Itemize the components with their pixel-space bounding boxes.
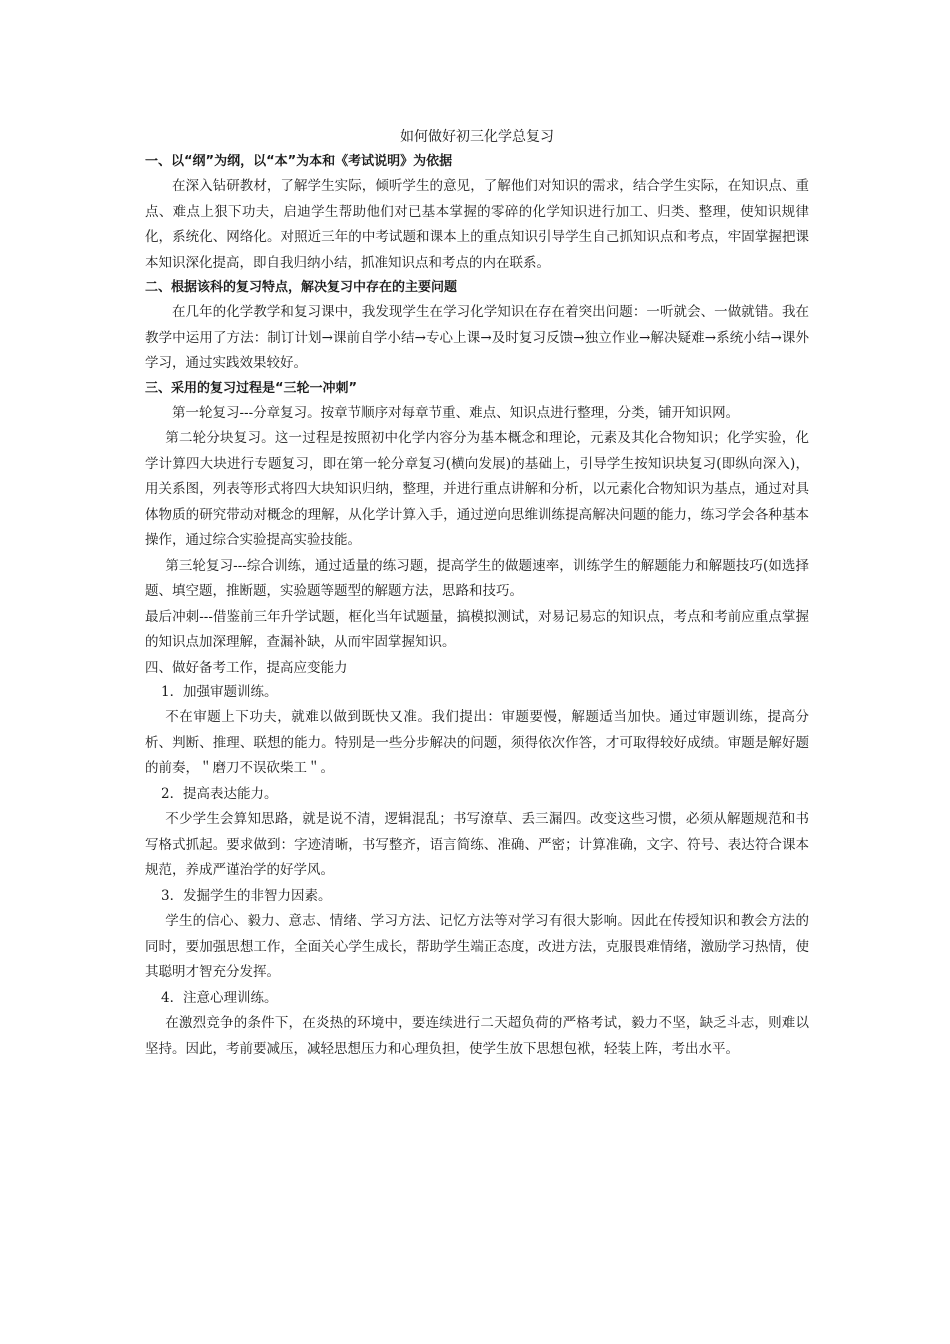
section-2-paragraph: 在几年的化学教学和复习课中，我发现学生在学习化学知识在存在着突出问题：一听就会、一做就错。我在教学中运用了方法：制订计划→课前自学小结→专心上课→及时复习反馈→独立作业→解决疑难→系统小结→课外学习，通过实践效果较好。 (145, 304, 809, 371)
section-3-heading: 三、采用的复习过程是“三轮一冲刺” (145, 380, 358, 396)
section-1-paragraph: 在深入钻研教材，了解学生实际，倾听学生的意见，了解他们对知识的需求，结合学生实际，在知识点、重点、难点上狠下功夫，启迪学生帮助他们对已基本掌握的零碎的化学知识进行加工、归类、整理，使知识规律化，系统化、网络化。对照近三年的中考试题和课本上的重点知识引导学生自己抓知识点和考点，牢固掌握把课本知识深化提高，即自我归纳小结，抓准知识点和考点的内在联系。 (145, 178, 809, 271)
item-4-paragraph: 在激烈竞争的条件下，在炎热的环境中，要连续进行二天超负荷的严格考试，毅力不坚，缺乏斗志，则难以坚持。因此，考前要减压，减轻思想压力和心理负担，使学生放下思想包袱，轻装上阵，考出水平。 (145, 1015, 809, 1057)
item-2-label: 提高表达能力。 (183, 785, 278, 802)
section-3-paragraph-2: 第二轮分块复习。这一过程是按照初中化学内容分为基本概念和理论，元素及其化合物知识；化学实验，化学计算四大块进行专题复习，即在第一轮分章复习(横向发展)的基础上，引导学生按知识块复习(即纵向深入)，用关系图，列表等形式将四大块知识归纳，整理，并进行重点讲解和分析，以元素化合物知识为基点，通过对具体物质的研究带动对概念的理解，从化学计算入手，通过逆向思维训练提高解决问题的能力，练习学会各种基本操作，通过综合实验提高实验技能。 (145, 430, 809, 548)
item-1-heading (145, 680, 809, 706)
item-4-heading (145, 986, 809, 1012)
item-2-heading (145, 782, 809, 808)
item-4-label: 注意心理训练。 (183, 989, 278, 1006)
item-3-number: 3． (161, 887, 184, 904)
item-3-paragraph: 学生的信心、毅力、意志、情绪、学习方法、记忆方法等对学习有很大影响。因此在传授知识和教会方法的同时，要加强思想工作，全面关心学生成长，帮助学生端正态度，改进方法，克服畏难情绪，激励学习热情，使其聪明才智充分发挥。 (145, 913, 809, 980)
item-3-label: 发掘学生的非智力因素。 (183, 887, 332, 904)
item-3-heading (145, 884, 809, 910)
section-3-paragraph-1: 第一轮复习---分章复习。按章节顺序对每章节重、难点、知识点进行整理，分类，铺开知识网。 (172, 404, 740, 421)
item-1-number: 1． (161, 683, 184, 700)
document-page (145, 126, 809, 1062)
section-1-heading: 一、以“纲”为纲，以“本”为本和《考试说明》为依据 (145, 154, 453, 169)
section-4-heading: 四、做好备考工作，提高应变能力 (145, 659, 348, 676)
section-3-paragraph-4: 最后冲刺---借鉴前三年升学试题，框化当年试题量，搞模拟测试，对易记易忘的知识点，考点和考前应重点掌握的知识点加深理解，查漏补缺，从而牢固掌握知识。 (145, 608, 809, 650)
item-1-label: 加强审题训练。 (183, 683, 278, 700)
section-2-heading: 二、根据该科的复习特点，解决复习中存在的主要问题 (145, 280, 458, 295)
document-title: 如何做好初三化学总复习 (400, 129, 554, 145)
item-2-paragraph: 不少学生会算知思路，就是说不清，逻辑混乱；书写潦草、丢三漏四。改变这些习惯，必须从解题规范和书写格式抓起。要求做到：字迹清晰，书写整齐，语言简练、准确、严密；计算准确，文字、符号、表达符合课本规范，养成严谨治学的好学风。 (145, 811, 809, 878)
item-1-paragraph: 不在审题上下功夫，就难以做到既快又准。我们提出：审题要慢，解题适当加快。通过审题训练，提高分析、判断、推理、联想的能力。特别是一些分步解决的问题，须得依次作答，才可取得较好成绩。审题是解好题的前奏，＂磨刀不误砍柴工＂。 (145, 709, 809, 776)
item-2-number: 2． (161, 785, 184, 802)
section-3-paragraph-3: 第三轮复习---综合训练，通过适量的练习题，提高学生的做题速率，训练学生的解题能力和解题技巧(如选择题、填空题，推断题，实验题等题型的解题方法，思路和技巧。 (145, 557, 809, 599)
item-4-number: 4． (161, 989, 184, 1006)
